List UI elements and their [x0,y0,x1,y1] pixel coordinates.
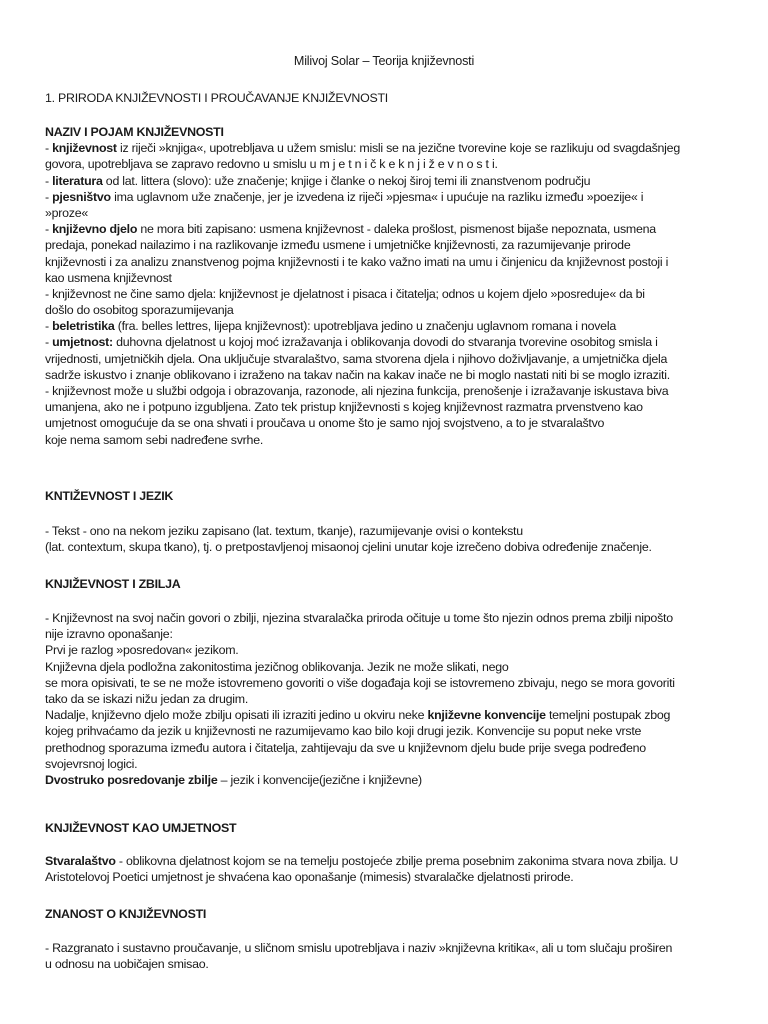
chapter-heading [45,90,725,106]
page-title: Milivoj Solar – Teorija književnosti [293,54,475,68]
paragraph-line: svojevrsnoj logici. [45,756,138,771]
section-naziv-i-pojam [45,124,725,448]
paragraph-line: Nadalje, književno djelo može zbilju opisati ili izraziti jedino u okviru neke književne konvencije temeljni postupak zbog [45,708,671,723]
paragraph-line: prethodnog sporazuma između autora i čitatelja, zahtijevaju da sve u književnom djelu bude prije svega podređeno [45,740,646,755]
paragraph-line: Stvaralaštvo - oblikovna djelatnost kojom se na temelju postojeće zbilje prema posebnim zakonima stvara nova zbilja. U [45,854,679,868]
section-znanost-o-knjizevnosti [45,906,725,922]
paragraph-line: - književnost ne čine samo djela: književnost je djelatnost i pisaca i čitatelja; odnos u kojem djelo »posreduje« da bi [45,286,645,301]
paragraph-line: u odnosu na uobičajen smisao. [45,957,209,972]
section-knjizevnost-i-zbilja-body [45,610,725,788]
section-knjizevnost-i-jezik [45,488,725,504]
paragraph-line: umanjena, ako ne i potpuno izgubljena. Zato tek pristup književnosti s kojeg književnost razmatra prvenstveno kao [45,400,643,415]
paragraph-line: kao usmena književnost [45,270,172,285]
paragraph-line: - književno djelo ne mora biti zapisano: usmena književnost - daleka prošlost, pismenost bijaše nepoznata, usmena [45,222,656,237]
paragraph-line: se mora opisivati, te se ne može istovremeno govoriti o više događaja koji se istovremeno zbivaju, nego se mora govoriti [45,675,675,690]
paragraph-line: koje nema samom sebi nadređene svrhe. [45,432,264,447]
chapter-title: 1. PRIRODA KNJIŽEVNOSTI I PROUČAVANJE KNJIŽEVNOSTI [45,91,388,105]
section-heading: KNTIŽEVNOST I JEZIK [45,489,174,503]
paragraph-line: (lat. contextum, skupa tkano), tj. o pretpostavljenoj misaonoj cjelini unutar koje izrečeno dobiva određenije značenje. [45,540,652,555]
section-heading: NAZIV I POJAM KNJIŽEVNOSTI [45,125,224,139]
section-heading: ZNANOST O KNJIŽEVNOSTI [45,907,207,921]
paragraph-line: - književnost iz riječi »knjiga«, upotrebljava u užem smislu: misli se na jezične tvorevine koje se razlikuju od svagdašnjeg [45,141,680,156]
paragraph-line: »proze« [45,205,89,220]
paragraph-line: - književnost može u službi odgoja i obrazovanja, razonode, ali njezina funkcija, prenošenje i izražavanje iskustava biva [45,384,669,398]
paragraph-line: - Razgranato i sustavno proučavanje, u sličnom smislu upotrebljava i naziv »književna kritika«, ali u tom slučaju proširen [45,941,673,955]
paragraph-line: predaja, ponekad nailazimo i na razlikovanje između usmene i umjetničke književnosti, za razumijevanje prirode [45,238,631,253]
paragraph-line: nije izravno oponašanje: [45,627,173,642]
section-heading: KNJIŽEVNOST KAO UMJETNOST [45,821,237,835]
paragraph-line: govora, upotrebljava se zapravo redovno u smislu u m j e t n i č k e k n j i ž e v n o s t i. [45,157,498,172]
paragraph-line: kojeg prihvaćamo da jezik u književnosti ne razumijevamo kao bilo koji drugi jezik. Konvencije su poput neke vrste [45,724,642,739]
section-znanost-o-knjizevnosti-body [45,940,725,972]
paragraph-line: umjetnost omogućuje da se ona shvati i proučava u onome što je samo njoj svojstveno, a to je stvaralaštvo [45,416,605,431]
paragraph-line: - Književnost na svoj način govori o zbilji, njezina stvaralačka priroda očituje u tome što njezin odnos prema zbilji nipošto [45,611,673,625]
paragraph-line: - Tekst - ono na nekom jeziku zapisano (lat. textum, tkanje), razumijevanje ovisi o kontekstu [45,524,523,538]
section-knjizevnost-kao-umjetnost-body [45,853,725,885]
paragraph-line: Književna djela podložna zakonitostima jezičnog oblikovanja. Jezik ne može slikati, nego [45,659,509,674]
paragraph-line: došlo do osobitog sporazumijevanja [45,303,234,318]
section-heading: KNJIŽEVNOST I ZBILJA [45,577,181,591]
section-knjizevnost-kao-umjetnost [45,820,725,836]
paragraph-line: Dvostruko posredovanje zbilje – jezik i konvencije(jezične i književne) [45,772,422,787]
section-knjizevnost-i-jezik-body [45,523,725,555]
paragraph-line: sadrže iskustvo i znanje oblikovano i izraženo na takav način na kakav inače ne bi moglo nastati niti bi se moglo izraziti. [45,367,670,382]
paragraph-line: književnosti i za analizu znanstvenog pojma književnosti i te kako važno imati na umu i činjenicu da književnost postoji i [45,254,669,269]
paragraph-line: - pjesništvo ima uglavnom uže značenje, jer je izvedena iz riječi »pjesma« i upućuje na razliku između »poezije« i [45,189,644,204]
paragraph-line: Prvi je razlog »posredovan« jezikom. [45,643,239,658]
paragraph-line: - umjetnost: duhovna djelatnost u kojoj moć izražavanja i oblikovanja dovodi do stvaranja tvorevine osobitog smisla i [45,335,658,350]
paragraph-line: tako da se iskazi nižu jedan za drugim. [45,691,249,706]
paragraph-line: - beletristika (fra. belles lettres, lijepa književnost): upotrebljava jedino u značenju uglavnom romana i novela [45,319,616,334]
paragraph-line: Aristotelovoj Poetici umjetnost je shvaćena kao oponašanje (mimesis) stvaralačke djelatnosti prirode. [45,870,574,885]
paragraph-line: - literatura od lat. littera (slovo): uže značenje; knjige i članke o nekoj široj temi ili znanstvenom području [45,173,591,188]
section-knjizevnost-i-zbilja [45,576,725,592]
paragraph-line: vrijednosti, umjetničkih djela. Ona uključuje stvaralaštvo, sama stvorena djela i njihovo doživljavanje, a umjetnička djela [45,351,668,366]
